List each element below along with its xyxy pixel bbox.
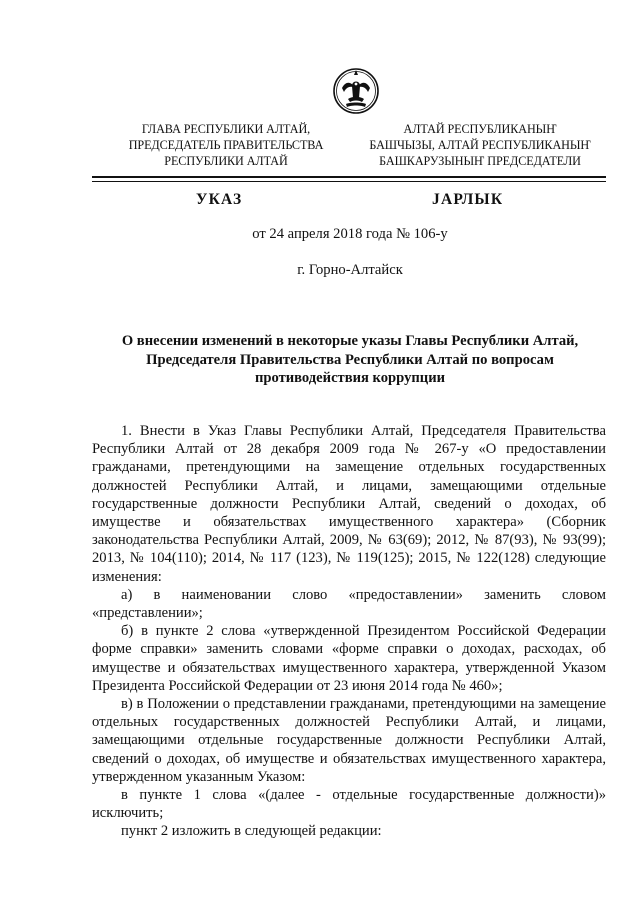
issuer-line: РЕСПУБЛИКИ АЛТАЙ [164,154,288,168]
body-paragraph: б) в пункте 2 слова «утвержденной Президентом Российской Федерации форме справки» заменить словами «форме справки о доходах, расходах, об имуществе и обязательствах имущественного характера, утвержденной Указом Президента Российской Федерации от 23 июня 2014 года № 460»; [92,623,606,694]
document-city: г. Горно-Алтайск [297,262,403,278]
document-type-russian: УКАЗ [196,191,243,208]
document-body [92,422,606,841]
issuer-line: БАШКАРУЗЫНЫҤ ПРЕДСЕДАТЕЛИ [379,154,581,168]
document-date: от 24 апреля 2018 года № 106-у [252,226,448,242]
document-title: О внесении изменений в некоторые указы Главы Республики Алтай, Председателя Правительства Республики Алтай по вопросам противодействия коррупции [121,333,579,386]
issuer-line: ПРЕДСЕДАТЕЛЬ ПРАВИТЕЛЬСТВА [128,138,324,152]
header-divider-thick [92,176,606,178]
issuer-header-russian [104,121,348,169]
body-paragraph: пункт 2 изложить в следующей редакции: [121,823,382,840]
body-paragraph: 1. Внести в Указ Главы Республики Алтай, Председателя Правительства Республики Алтай от 28 декабря 2009 года № 267-у «О предоставлении гражданами, претендующими на замещение отдельных государственных должностей Республики Алтай, и лицами, замещающими отдельные государственные должности Республики Алтай, сведений о доходах, об имуществе и обязательствах имущественного характера» (Сборник законодательства Республики Алтай, 2009, № 63(69); 2012, № 87(93), № 93(99); 2013, № 104(110); 2014, № 117 (123), № 119(125); 2015, № 122(128) следующие изменения: [92,423,606,585]
issuer-line: АЛТАЙ РЕСПУБЛИКАНЫҤ [403,122,557,136]
issuer-header-altai [352,121,608,169]
coat-of-arms-griffin-icon [332,66,380,118]
body-paragraph: в пункте 1 слова «(далее - отдельные государственные должности)» исключить; [92,787,606,822]
body-paragraph: в) в Положении о представлении гражданами, претендующими на замещение отдельных государственных должностей Республики Алтай, и лицами, замещающими отдельные государственные должности Республики Алтай, сведений о доходах, об имуществе и обязательствах имущественного характера, утвержденном указанным Указом: [92,696,606,785]
issuer-line: БАШЧЫЗЫ, АЛТАЙ РЕСПУБЛИКАНЫҤ [369,138,591,152]
body-paragraph: а) в наименовании слово «предоставлении» заменить словом «представлении»; [92,586,606,622]
issuer-line: ГЛАВА РЕСПУБЛИКИ АЛТАЙ, [141,122,311,136]
document-type-altai: JАРЛЫК [432,191,504,208]
header-divider-thin [92,181,606,182]
